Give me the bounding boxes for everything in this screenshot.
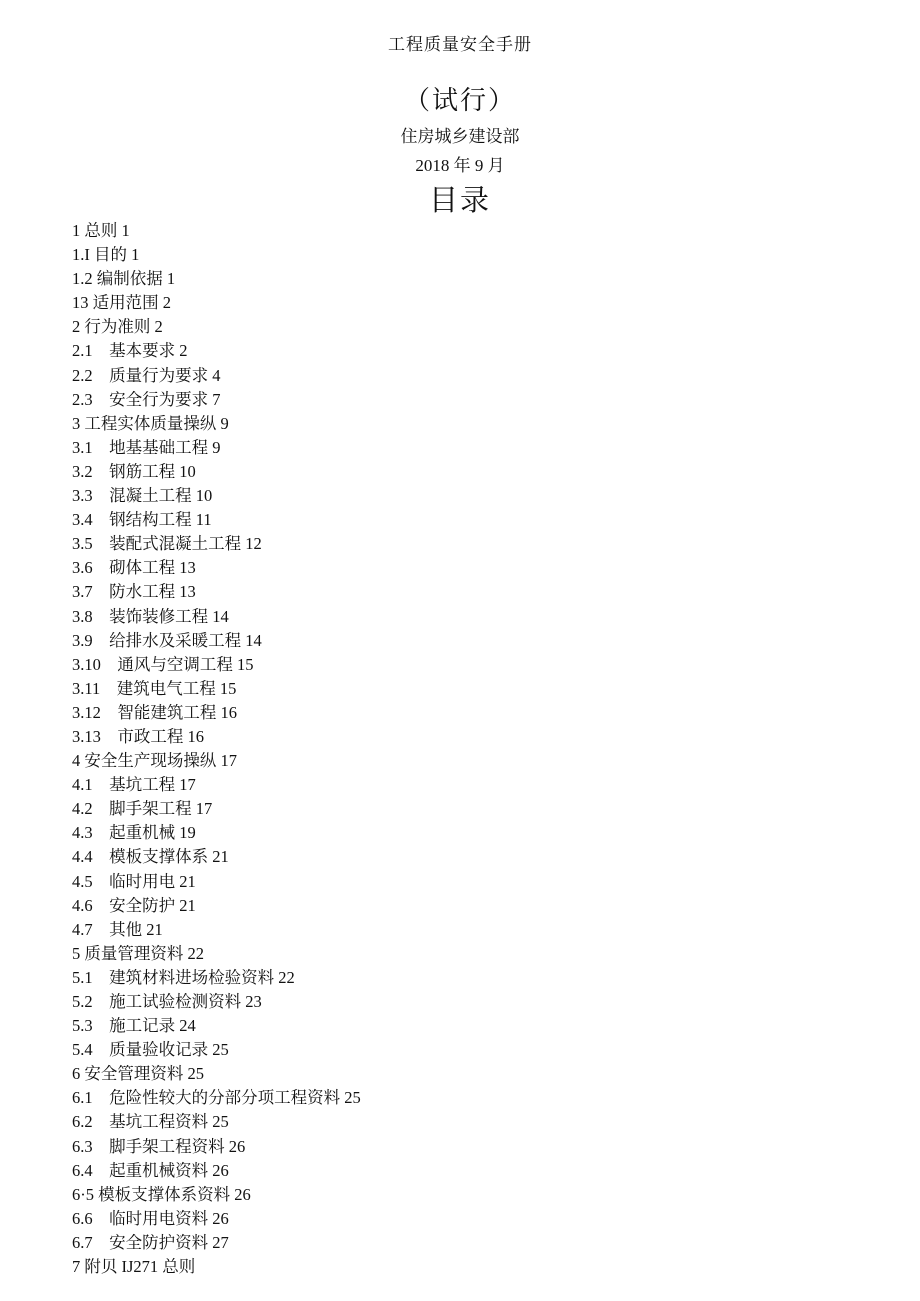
toc-item: 5.4 质量验收记录 25 [72, 1040, 229, 1060]
toc-item: 3.2 钢筋工程 10 [72, 461, 196, 481]
toc-item: 4.2 脚手架工程 17 [72, 799, 213, 819]
toc-item: 1 总则 1 [72, 221, 130, 240]
toc-item: 3.5 装配式混凝土工程 12 [72, 534, 262, 554]
toc-item: 1.2 编制依据 1 [72, 269, 176, 289]
toc-item: 6·5 模板支撑体系资料 26 [72, 1184, 251, 1204]
toc-item: 3.8 装饰装修工程 14 [72, 606, 229, 626]
toc-item: 4.3 起重机械 19 [72, 823, 196, 843]
toc-item: 3.3 混凝土工程 10 [72, 486, 213, 506]
toc-item: 6.3 脚手架工程资料 26 [72, 1136, 246, 1156]
toc-item: 5 质量管理资料 22 [72, 943, 204, 963]
document-subtitle: （试行） [403, 86, 516, 116]
toc-item: 4.7 其他 21 [72, 919, 163, 939]
toc-item: 4 安全生产现场操纵 17 [72, 751, 237, 771]
toc-item: 3.7 防水工程 13 [72, 582, 196, 602]
toc-item: 6 安全管理资料 25 [72, 1064, 204, 1084]
toc-item: 3.6 砌体工程 13 [72, 558, 196, 578]
toc-item: 6.7 安全防护资料 27 [72, 1232, 229, 1252]
toc-item: 2.3 安全行为要求 7 [72, 389, 221, 409]
toc-item: 3.12 智能建筑工程 16 [72, 702, 237, 722]
toc-item: 1.I 目的 1 [72, 245, 140, 265]
toc-item: 4.1 基坑工程 17 [72, 775, 196, 795]
toc-item: 3.9 给排水及采暖工程 14 [72, 630, 262, 650]
table-of-contents [72, 219, 361, 1279]
toc-item: 4.4 模板支撑体系 21 [72, 847, 229, 867]
toc-item: 4.6 安全防护 21 [72, 895, 196, 915]
toc-item: 3 工程实体质量操纵 9 [72, 413, 229, 433]
toc-item: 6.1 危险性较大的分部分项工程资料 25 [72, 1088, 361, 1108]
toc-item: 2.1 基本要求 2 [72, 341, 188, 361]
toc-heading: 目录 [428, 183, 491, 217]
publisher: 住房城乡建设部 [400, 127, 520, 147]
toc-item: 6.6 临时用电资料 26 [72, 1208, 229, 1228]
toc-item: 5.3 施工记录 24 [72, 1016, 196, 1036]
toc-item: 6.4 起重机械资料 26 [72, 1160, 229, 1180]
toc-item: 3.1 地基基础工程 9 [72, 437, 221, 457]
document-title: 工程质量安全手册 [388, 35, 532, 55]
toc-item: 5.1 建筑材料进场检验资料 22 [72, 967, 295, 987]
toc-item: 2.2 质量行为要求 4 [72, 365, 221, 385]
publish-date: 2018 年 9 月 [415, 156, 505, 175]
toc-item: 4.5 临时用电 21 [72, 871, 196, 891]
toc-item: 5.2 施工试验检测资料 23 [72, 992, 262, 1011]
toc-item: 3.11 建筑电气工程 15 [72, 678, 237, 698]
toc-item: 6.2 基坑工程资料 25 [72, 1112, 229, 1132]
toc-item: 7 附贝 IJ271 总则 [72, 1257, 196, 1277]
toc-item: 3.4 钢结构工程 11 [72, 510, 212, 530]
toc-item: 3.10 通风与空调工程 15 [72, 654, 254, 674]
toc-item: 13 适用范围 2 [72, 293, 171, 313]
toc-item: 3.13 市政工程 16 [72, 726, 204, 746]
toc-item: 2 行为准则 2 [72, 317, 163, 337]
